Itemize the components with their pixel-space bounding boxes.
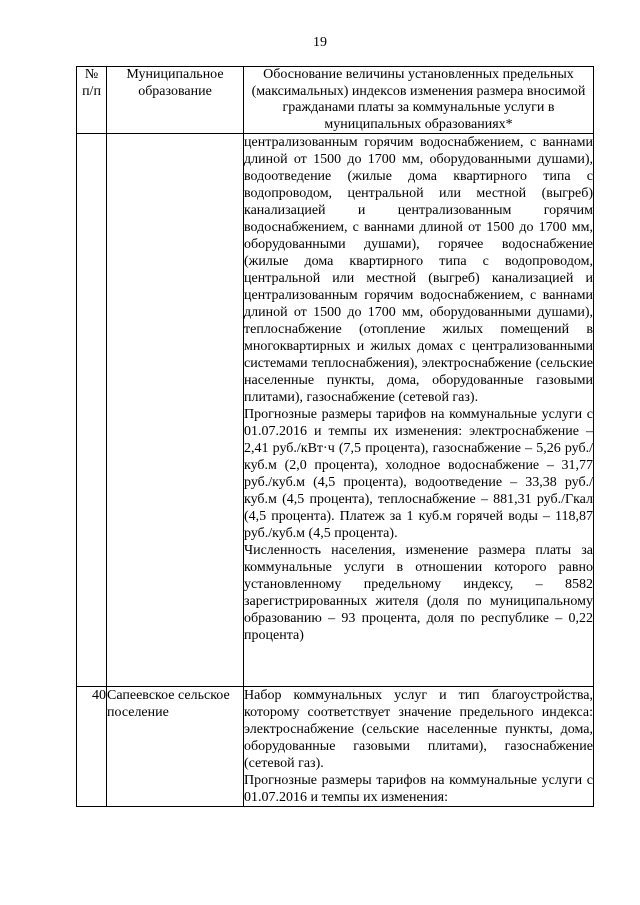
justification-paragraph: Прогнозные размеры тарифов на коммунальные услуги с 01.07.2016 и темпы их изменения: (244, 773, 593, 805)
header-municipality: Муниципальное образование (107, 67, 244, 134)
row-municipality: Сапеевское сельское поселение (107, 687, 244, 807)
header-justification: Обоснование величины установленных предельных (максимальных) индексов изменения размера вносимой гражданами платы за коммунальные услуги в муниципальных образованиях* (244, 67, 594, 134)
row-number: 40 (77, 687, 107, 807)
page-number: 19 (313, 35, 327, 50)
tariff-index-table (76, 66, 594, 807)
justification-paragraph: Прогнозные размеры тарифов на коммунальные услуги с 01.07.2016 и темпы их изменения: электроснабжение – 2,41 руб./кВт·ч (7,5 процента), газоснабжение – 5,26 руб./куб.м (2,0 процента), холодное водоснабжение – 31,77 руб./куб.м (4,5 процента), водоотведение – 33,38 руб./куб.м (4,5 процента), теплоснабжение – 881,31 руб./Гкал (4,5 процента). Платеж за 1 куб.м горячей воды – 118,87 руб./куб.м (4,5 процента). (244, 407, 593, 541)
row-justification (244, 134, 594, 687)
justification-paragraph: Численность населения, изменение размера платы за коммунальные услуги в отношении которого равно установленному предельному индексу, – 8582 зарегистрированных жителя (доля по муниципальному образованию – 93 процента, доля по республике – 0,22 процента) (244, 543, 593, 643)
table-row (77, 134, 594, 687)
row-justification (244, 687, 594, 807)
table-row (77, 687, 594, 807)
table-header-row (77, 67, 594, 134)
justification-paragraph: централизованным горячим водоснабжением, с ваннами длиной от 1500 до 1700 мм, оборудованными душами), водоотведение (жилые дома квартирного типа с водопроводом, центральной или местной (выгреб) канализацией и централизованным горячим водоснабжением, с ваннами длиной от 1500 до 1700 мм, оборудованными душами), горячее водоснабжение (жилые дома квартирного типа с водопроводом, центральной или местной (выгреб) канализацией и централизованным горячим водоснабжением, с ваннами длиной от 1500 до 1700 мм, оборудованными душами), теплоснабжение (отопление жилых помещений в многоквартирных и жилых домах с централизованными системами теплоснабжения), электроснабжение (сельские населенные пункты, дома, оборудованные газовыми плитами), газоснабжение (сетевой газ). (244, 135, 593, 405)
justification-paragraph: Набор коммунальных услуг и тип благоустройства, которому соответствует значение предельного индекса: электроснабжение (сельские населенные пункты, дома, оборудованные газовыми плитами), газоснабжение (сетевой газ). (244, 688, 593, 771)
row-number (77, 134, 107, 687)
header-number: № п/п (77, 67, 107, 134)
row-municipality (107, 134, 244, 687)
